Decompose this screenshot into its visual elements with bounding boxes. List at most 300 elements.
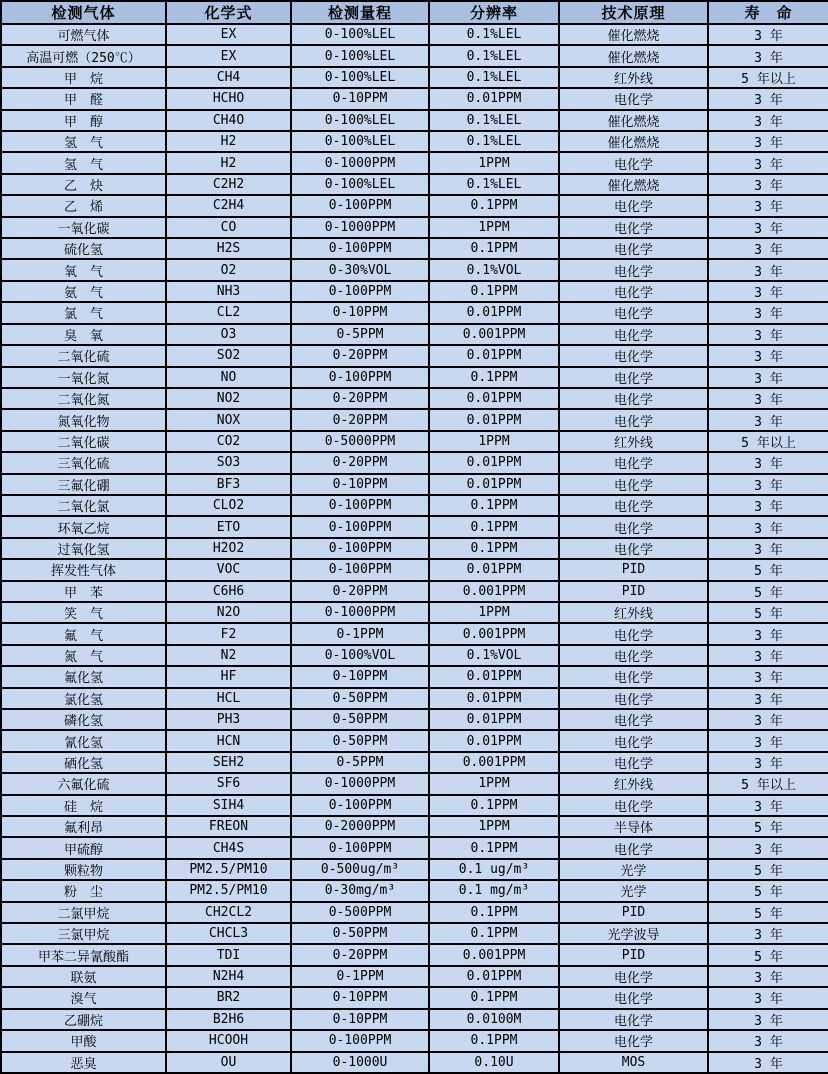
principle-cell: 电化学 [559, 259, 708, 280]
table-row [1, 110, 828, 131]
resolution-cell: 0.01PPM [429, 559, 559, 580]
resolution-cell: 0.01PPM [429, 474, 559, 495]
formula-cell: CO2 [166, 431, 291, 452]
gas-name-cell: 二氧化氮 [1, 388, 166, 409]
gas-name-cell: 溴气 [1, 987, 166, 1008]
gas-name-cell: 三氯甲烷 [1, 923, 166, 944]
principle-cell: 电化学 [559, 474, 708, 495]
lifespan-cell: 3 年 [708, 645, 828, 666]
lifespan-cell: 3 年 [708, 1052, 828, 1074]
principle-cell: 电化学 [559, 966, 708, 987]
range-cell: 0-10PPM [291, 474, 429, 495]
principle-cell: PID [559, 944, 708, 965]
resolution-cell: 0.01PPM [429, 388, 559, 409]
lifespan-cell: 3 年 [708, 302, 828, 323]
formula-cell: PM2.5/PM10 [166, 859, 291, 880]
gas-name-cell: 氢 气 [1, 152, 166, 173]
range-cell: 0-20PPM [291, 452, 429, 473]
formula-cell: SO2 [166, 345, 291, 366]
resolution-cell: 0.1%LEL [429, 24, 559, 45]
range-cell: 0-1000PPM [291, 602, 429, 623]
lifespan-cell: 3 年 [708, 987, 828, 1008]
table-row [1, 944, 828, 965]
formula-cell: TDI [166, 944, 291, 965]
lifespan-cell: 3 年 [708, 152, 828, 173]
formula-cell: SO3 [166, 452, 291, 473]
lifespan-cell: 3 年 [708, 259, 828, 280]
resolution-cell: 0.01PPM [429, 452, 559, 473]
range-cell: 0-10PPM [291, 1009, 429, 1030]
principle-cell: 电化学 [559, 516, 708, 537]
range-cell: 0-1000PPM [291, 217, 429, 238]
lifespan-cell: 3 年 [708, 409, 828, 430]
resolution-cell: 0.1PPM [429, 367, 559, 388]
principle-cell: MOS [559, 1052, 708, 1074]
principle-cell: 光学 [559, 880, 708, 901]
lifespan-cell: 3 年 [708, 623, 828, 644]
lifespan-cell: 5 年 [708, 559, 828, 580]
gas-name-cell: 臭 氧 [1, 324, 166, 345]
principle-cell: 催化燃烧 [559, 24, 708, 45]
gas-name-cell: 氢 气 [1, 131, 166, 152]
formula-cell: O2 [166, 259, 291, 280]
principle-cell: PID [559, 559, 708, 580]
principle-cell: 电化学 [559, 538, 708, 559]
table-row [1, 259, 828, 280]
gas-name-cell: 三氟化硼 [1, 474, 166, 495]
col-header-resolution: 分辨率 [429, 1, 559, 24]
resolution-cell: 1PPM [429, 431, 559, 452]
lifespan-cell: 3 年 [708, 1030, 828, 1051]
table-row [1, 45, 828, 66]
lifespan-cell: 3 年 [708, 688, 828, 709]
formula-cell: HCOOH [166, 1030, 291, 1051]
col-header-formula: 化学式 [166, 1, 291, 24]
gas-name-cell: 联氨 [1, 966, 166, 987]
formula-cell: CHCL3 [166, 923, 291, 944]
lifespan-cell: 3 年 [708, 238, 828, 259]
resolution-cell: 0.01PPM [429, 966, 559, 987]
principle-cell: 光学波导 [559, 923, 708, 944]
range-cell: 0-100%LEL [291, 67, 429, 88]
resolution-cell: 0.1%LEL [429, 67, 559, 88]
table-row [1, 538, 828, 559]
resolution-cell: 0.1%LEL [429, 110, 559, 131]
principle-cell: 电化学 [559, 623, 708, 644]
gas-name-cell: 硒化氢 [1, 752, 166, 773]
table-row [1, 859, 828, 880]
formula-cell: SF6 [166, 773, 291, 794]
lifespan-cell: 5 年 [708, 602, 828, 623]
gas-name-cell: 二氯甲烷 [1, 902, 166, 923]
range-cell: 0-100PPM [291, 495, 429, 516]
principle-cell: 催化燃烧 [559, 110, 708, 131]
lifespan-cell: 3 年 [708, 217, 828, 238]
principle-cell: 电化学 [559, 88, 708, 109]
range-cell: 0-50PPM [291, 688, 429, 709]
lifespan-cell: 5 年 [708, 944, 828, 965]
table-row [1, 966, 828, 987]
principle-cell: 电化学 [559, 345, 708, 366]
range-cell: 0-1000PPM [291, 773, 429, 794]
resolution-cell: 0.1%VOL [429, 645, 559, 666]
lifespan-cell: 3 年 [708, 709, 828, 730]
lifespan-cell: 5 年 [708, 902, 828, 923]
table-row [1, 302, 828, 323]
principle-cell: PID [559, 902, 708, 923]
table-row [1, 152, 828, 173]
resolution-cell: 0.001PPM [429, 944, 559, 965]
resolution-cell: 0.01PPM [429, 666, 559, 687]
gas-name-cell: 笑 气 [1, 602, 166, 623]
range-cell: 0-20PPM [291, 581, 429, 602]
formula-cell: SEH2 [166, 752, 291, 773]
principle-cell: 红外线 [559, 773, 708, 794]
range-cell: 0-10PPM [291, 88, 429, 109]
formula-cell: HCN [166, 730, 291, 751]
table-row [1, 645, 828, 666]
table-row [1, 88, 828, 109]
gas-name-cell: 甲 醛 [1, 88, 166, 109]
header-row [1, 1, 828, 24]
formula-cell: BR2 [166, 987, 291, 1008]
resolution-cell: 0.0100M [429, 1009, 559, 1030]
gas-name-cell: 可燃气体 [1, 24, 166, 45]
gas-name-cell: 高温可燃（250℃） [1, 45, 166, 66]
resolution-cell: 0.01PPM [429, 345, 559, 366]
gas-name-cell: 乙 烯 [1, 195, 166, 216]
formula-cell: CH4 [166, 67, 291, 88]
range-cell: 0-100PPM [291, 367, 429, 388]
gas-name-cell: 二氧化碳 [1, 431, 166, 452]
table-row [1, 602, 828, 623]
table-row [1, 324, 828, 345]
range-cell: 0-100PPM [291, 795, 429, 816]
lifespan-cell: 3 年 [708, 495, 828, 516]
resolution-cell: 0.01PPM [429, 730, 559, 751]
gas-name-cell: 过氧化氢 [1, 538, 166, 559]
range-cell: 0-5PPM [291, 324, 429, 345]
formula-cell: FREON [166, 816, 291, 837]
resolution-cell: 1PPM [429, 152, 559, 173]
lifespan-cell: 3 年 [708, 88, 828, 109]
table-row [1, 987, 828, 1008]
principle-cell: 电化学 [559, 688, 708, 709]
gas-name-cell: 氮氧化物 [1, 409, 166, 430]
range-cell: 0-100PPM [291, 238, 429, 259]
resolution-cell: 0.10U [429, 1052, 559, 1074]
gas-name-cell: 二氧化硫 [1, 345, 166, 366]
formula-cell: NOX [166, 409, 291, 430]
formula-cell: F2 [166, 623, 291, 644]
table-row [1, 581, 828, 602]
table-row [1, 217, 828, 238]
gas-name-cell: 恶臭 [1, 1052, 166, 1074]
gas-name-cell: 乙硼烷 [1, 1009, 166, 1030]
formula-cell: N2O [166, 602, 291, 623]
formula-cell: PH3 [166, 709, 291, 730]
formula-cell: NH3 [166, 281, 291, 302]
resolution-cell: 0.01PPM [429, 709, 559, 730]
table-row [1, 1030, 828, 1051]
lifespan-cell: 3 年 [708, 367, 828, 388]
range-cell: 0-50PPM [291, 709, 429, 730]
principle-cell: 催化燃烧 [559, 174, 708, 195]
table-row [1, 238, 828, 259]
table-row [1, 880, 828, 901]
resolution-cell: 0.001PPM [429, 581, 559, 602]
resolution-cell: 0.1PPM [429, 238, 559, 259]
range-cell: 0-50PPM [291, 923, 429, 944]
formula-cell: NO [166, 367, 291, 388]
principle-cell: 电化学 [559, 645, 708, 666]
table-row [1, 1052, 828, 1074]
resolution-cell: 0.001PPM [429, 623, 559, 644]
table-row [1, 666, 828, 687]
table-row [1, 516, 828, 537]
lifespan-cell: 3 年 [708, 474, 828, 495]
resolution-cell: 0.1 mg/m³ [429, 880, 559, 901]
principle-cell: 红外线 [559, 602, 708, 623]
formula-cell: N2 [166, 645, 291, 666]
range-cell: 0-1000U [291, 1052, 429, 1074]
range-cell: 0-20PPM [291, 944, 429, 965]
resolution-cell: 0.1%VOL [429, 259, 559, 280]
range-cell: 0-100PPM [291, 516, 429, 537]
lifespan-cell: 3 年 [708, 45, 828, 66]
table-row [1, 709, 828, 730]
gas-name-cell: 颗粒物 [1, 859, 166, 880]
gas-name-cell: 硅 烷 [1, 795, 166, 816]
resolution-cell: 0.1 ug/m³ [429, 859, 559, 880]
lifespan-cell: 5 年 [708, 581, 828, 602]
resolution-cell: 0.01PPM [429, 688, 559, 709]
lifespan-cell: 5 年 [708, 859, 828, 880]
table-row [1, 773, 828, 794]
principle-cell: 电化学 [559, 709, 708, 730]
resolution-cell: 0.1PPM [429, 902, 559, 923]
resolution-cell: 0.001PPM [429, 752, 559, 773]
principle-cell: 催化燃烧 [559, 131, 708, 152]
table-header [1, 1, 828, 24]
principle-cell: 电化学 [559, 302, 708, 323]
formula-cell: EX [166, 24, 291, 45]
gas-name-cell: 甲硫醇 [1, 837, 166, 858]
gas-name-cell: 氟 气 [1, 623, 166, 644]
formula-cell: CL2 [166, 302, 291, 323]
table-row [1, 131, 828, 152]
gas-name-cell: 粉 尘 [1, 880, 166, 901]
resolution-cell: 0.1PPM [429, 923, 559, 944]
lifespan-cell: 5 年 [708, 816, 828, 837]
formula-cell: C6H6 [166, 581, 291, 602]
col-header-principle: 技术原理 [559, 1, 708, 24]
lifespan-cell: 3 年 [708, 837, 828, 858]
principle-cell: 红外线 [559, 431, 708, 452]
gas-name-cell: 氮 气 [1, 645, 166, 666]
table-row [1, 623, 828, 644]
range-cell: 0-100PPM [291, 538, 429, 559]
lifespan-cell: 3 年 [708, 752, 828, 773]
lifespan-cell: 5 年以上 [708, 431, 828, 452]
resolution-cell: 1PPM [429, 217, 559, 238]
range-cell: 0-1000PPM [291, 152, 429, 173]
range-cell: 0-100PPM [291, 837, 429, 858]
lifespan-cell: 5 年 [708, 880, 828, 901]
gas-name-cell: 一氧化氮 [1, 367, 166, 388]
gas-name-cell: 环氧乙烷 [1, 516, 166, 537]
table-row [1, 24, 828, 45]
table-row [1, 474, 828, 495]
table-row [1, 431, 828, 452]
principle-cell: 电化学 [559, 324, 708, 345]
formula-cell: VOC [166, 559, 291, 580]
table-row [1, 495, 828, 516]
formula-cell: CLO2 [166, 495, 291, 516]
range-cell: 0-1PPM [291, 623, 429, 644]
principle-cell: 电化学 [559, 495, 708, 516]
range-cell: 0-2000PPM [291, 816, 429, 837]
formula-cell: PM2.5/PM10 [166, 880, 291, 901]
lifespan-cell: 3 年 [708, 666, 828, 687]
lifespan-cell: 3 年 [708, 1009, 828, 1030]
range-cell: 0-1PPM [291, 966, 429, 987]
range-cell: 0-5000PPM [291, 431, 429, 452]
gas-name-cell: 六氟化硫 [1, 773, 166, 794]
table-row [1, 902, 828, 923]
table-row [1, 559, 828, 580]
formula-cell: EX [166, 45, 291, 66]
principle-cell: 半导体 [559, 816, 708, 837]
gas-name-cell: 磷化氢 [1, 709, 166, 730]
range-cell: 0-50PPM [291, 730, 429, 751]
principle-cell: 电化学 [559, 666, 708, 687]
range-cell: 0-100%VOL [291, 645, 429, 666]
lifespan-cell: 3 年 [708, 345, 828, 366]
lifespan-cell: 3 年 [708, 795, 828, 816]
formula-cell: HCHO [166, 88, 291, 109]
principle-cell: 电化学 [559, 1009, 708, 1030]
table-row [1, 281, 828, 302]
table-row [1, 752, 828, 773]
table-row [1, 367, 828, 388]
range-cell: 0-20PPM [291, 345, 429, 366]
table-row [1, 688, 828, 709]
gas-name-cell: 甲苯二异氰酸酯 [1, 944, 166, 965]
principle-cell: 电化学 [559, 452, 708, 473]
formula-cell: CO [166, 217, 291, 238]
lifespan-cell: 3 年 [708, 516, 828, 537]
formula-cell: NO2 [166, 388, 291, 409]
principle-cell: 电化学 [559, 238, 708, 259]
formula-cell: H2 [166, 152, 291, 173]
formula-cell: OU [166, 1052, 291, 1074]
formula-cell: O3 [166, 324, 291, 345]
lifespan-cell: 3 年 [708, 452, 828, 473]
range-cell: 0-100%LEL [291, 110, 429, 131]
lifespan-cell: 3 年 [708, 174, 828, 195]
range-cell: 0-500PPM [291, 902, 429, 923]
gas-name-cell: 甲 醇 [1, 110, 166, 131]
formula-cell: ETO [166, 516, 291, 537]
gas-name-cell: 甲 烷 [1, 67, 166, 88]
formula-cell: B2H6 [166, 1009, 291, 1030]
range-cell: 0-20PPM [291, 409, 429, 430]
resolution-cell: 0.1PPM [429, 1030, 559, 1051]
range-cell: 0-100PPM [291, 195, 429, 216]
table-row [1, 816, 828, 837]
lifespan-cell: 3 年 [708, 131, 828, 152]
lifespan-cell: 3 年 [708, 110, 828, 131]
lifespan-cell: 3 年 [708, 388, 828, 409]
resolution-cell: 0.1PPM [429, 987, 559, 1008]
formula-cell: CH2CL2 [166, 902, 291, 923]
principle-cell: 电化学 [559, 837, 708, 858]
resolution-cell: 0.1PPM [429, 495, 559, 516]
range-cell: 0-30%VOL [291, 259, 429, 280]
principle-cell: 电化学 [559, 752, 708, 773]
range-cell: 0-500ug/m³ [291, 859, 429, 880]
principle-cell: 电化学 [559, 730, 708, 751]
principle-cell: 电化学 [559, 152, 708, 173]
resolution-cell: 1PPM [429, 773, 559, 794]
range-cell: 0-100PPM [291, 1030, 429, 1051]
gas-name-cell: 甲酸 [1, 1030, 166, 1051]
formula-cell: SIH4 [166, 795, 291, 816]
col-header-lifespan: 寿 命 [708, 1, 828, 24]
resolution-cell: 0.1PPM [429, 795, 559, 816]
range-cell: 0-10PPM [291, 666, 429, 687]
formula-cell: H2S [166, 238, 291, 259]
gas-name-cell: 二氧化氯 [1, 495, 166, 516]
table-row [1, 795, 828, 816]
formula-cell: HF [166, 666, 291, 687]
principle-cell: 电化学 [559, 217, 708, 238]
formula-cell: H2O2 [166, 538, 291, 559]
principle-cell: 电化学 [559, 409, 708, 430]
principle-cell: 电化学 [559, 1030, 708, 1051]
resolution-cell: 0.01PPM [429, 88, 559, 109]
resolution-cell: 0.1PPM [429, 837, 559, 858]
range-cell: 0-10PPM [291, 302, 429, 323]
table-row [1, 452, 828, 473]
range-cell: 0-10PPM [291, 987, 429, 1008]
table-row [1, 195, 828, 216]
table-body [1, 24, 828, 1073]
principle-cell: 光学 [559, 859, 708, 880]
table-row [1, 388, 828, 409]
gas-name-cell: 氧 气 [1, 259, 166, 280]
table-row [1, 67, 828, 88]
gas-name-cell: 氰化氢 [1, 730, 166, 751]
resolution-cell: 1PPM [429, 816, 559, 837]
lifespan-cell: 3 年 [708, 923, 828, 944]
gas-name-cell: 氯化氢 [1, 688, 166, 709]
table-row [1, 1009, 828, 1030]
gas-name-cell: 三氧化硫 [1, 452, 166, 473]
range-cell: 0-20PPM [291, 388, 429, 409]
range-cell: 0-100%LEL [291, 24, 429, 45]
range-cell: 0-5PPM [291, 752, 429, 773]
table-row [1, 923, 828, 944]
table-row [1, 730, 828, 751]
resolution-cell: 0.1PPM [429, 281, 559, 302]
table-row [1, 837, 828, 858]
resolution-cell: 0.1PPM [429, 538, 559, 559]
resolution-cell: 0.1%LEL [429, 174, 559, 195]
resolution-cell: 0.1PPM [429, 516, 559, 537]
lifespan-cell: 3 年 [708, 195, 828, 216]
